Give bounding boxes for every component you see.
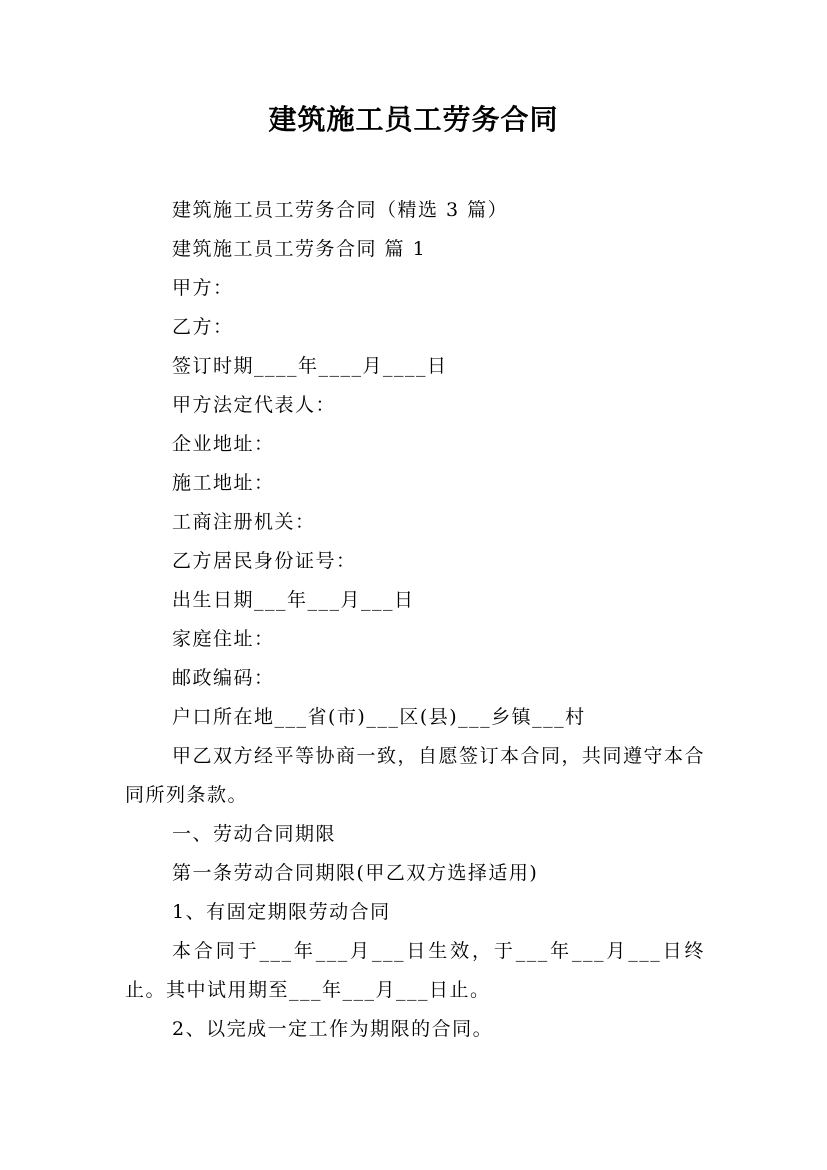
paragraph-article-heading: 一、劳动合同期限: [172, 823, 337, 845]
paragraph-registration-authority: 工商注册机关：: [172, 511, 316, 533]
paragraph-party-a: 甲方：: [172, 277, 234, 299]
paragraph-task-based: 2、以完成一定工作为期限的合同。: [172, 1018, 494, 1040]
paragraph-household-registration: 户口所在地___省(市)___区(县)___乡镇___村: [172, 706, 586, 728]
paragraph-postal-code: 邮政编码：: [172, 667, 275, 689]
paragraph-section-heading: 建筑施工员工劳务合同 篇 1: [172, 238, 427, 260]
paragraph-fixed-term: 1、有固定期限劳动合同: [172, 901, 391, 923]
paragraph-birth-date: 出生日期___年___月___日: [172, 589, 415, 611]
paragraph-party-b: 乙方：: [172, 316, 234, 338]
paragraph-agreement: 甲乙双方经平等协商一致，自愿签订本合同，共同遵守本合同所列条款。: [125, 745, 706, 806]
paragraph-company-address: 企业地址：: [172, 433, 275, 455]
paragraph-construction-address: 施工地址：: [172, 472, 275, 494]
paragraph-article-one: 第一条劳动合同期限(甲乙双方选择适用): [172, 862, 539, 884]
paragraph-home-address: 家庭住址：: [172, 628, 275, 650]
paragraph-subtitle: 建筑施工员工劳务合同（精选 3 篇）: [172, 199, 509, 221]
document-body: [125, 191, 705, 1049]
paragraph-signing-date: 签订时期____年____月____日: [172, 355, 448, 377]
paragraph-effective-dates: 本合同于___年___月___日生效，于___年___月___日终止。其中试用期至___年___月___日止。: [125, 940, 705, 1001]
paragraph-id-number: 乙方居民身份证号：: [172, 550, 357, 572]
paragraph-legal-representative: 甲方法定代表人：: [172, 394, 337, 416]
document-title: 建筑施工员工劳务合同: [268, 103, 559, 136]
